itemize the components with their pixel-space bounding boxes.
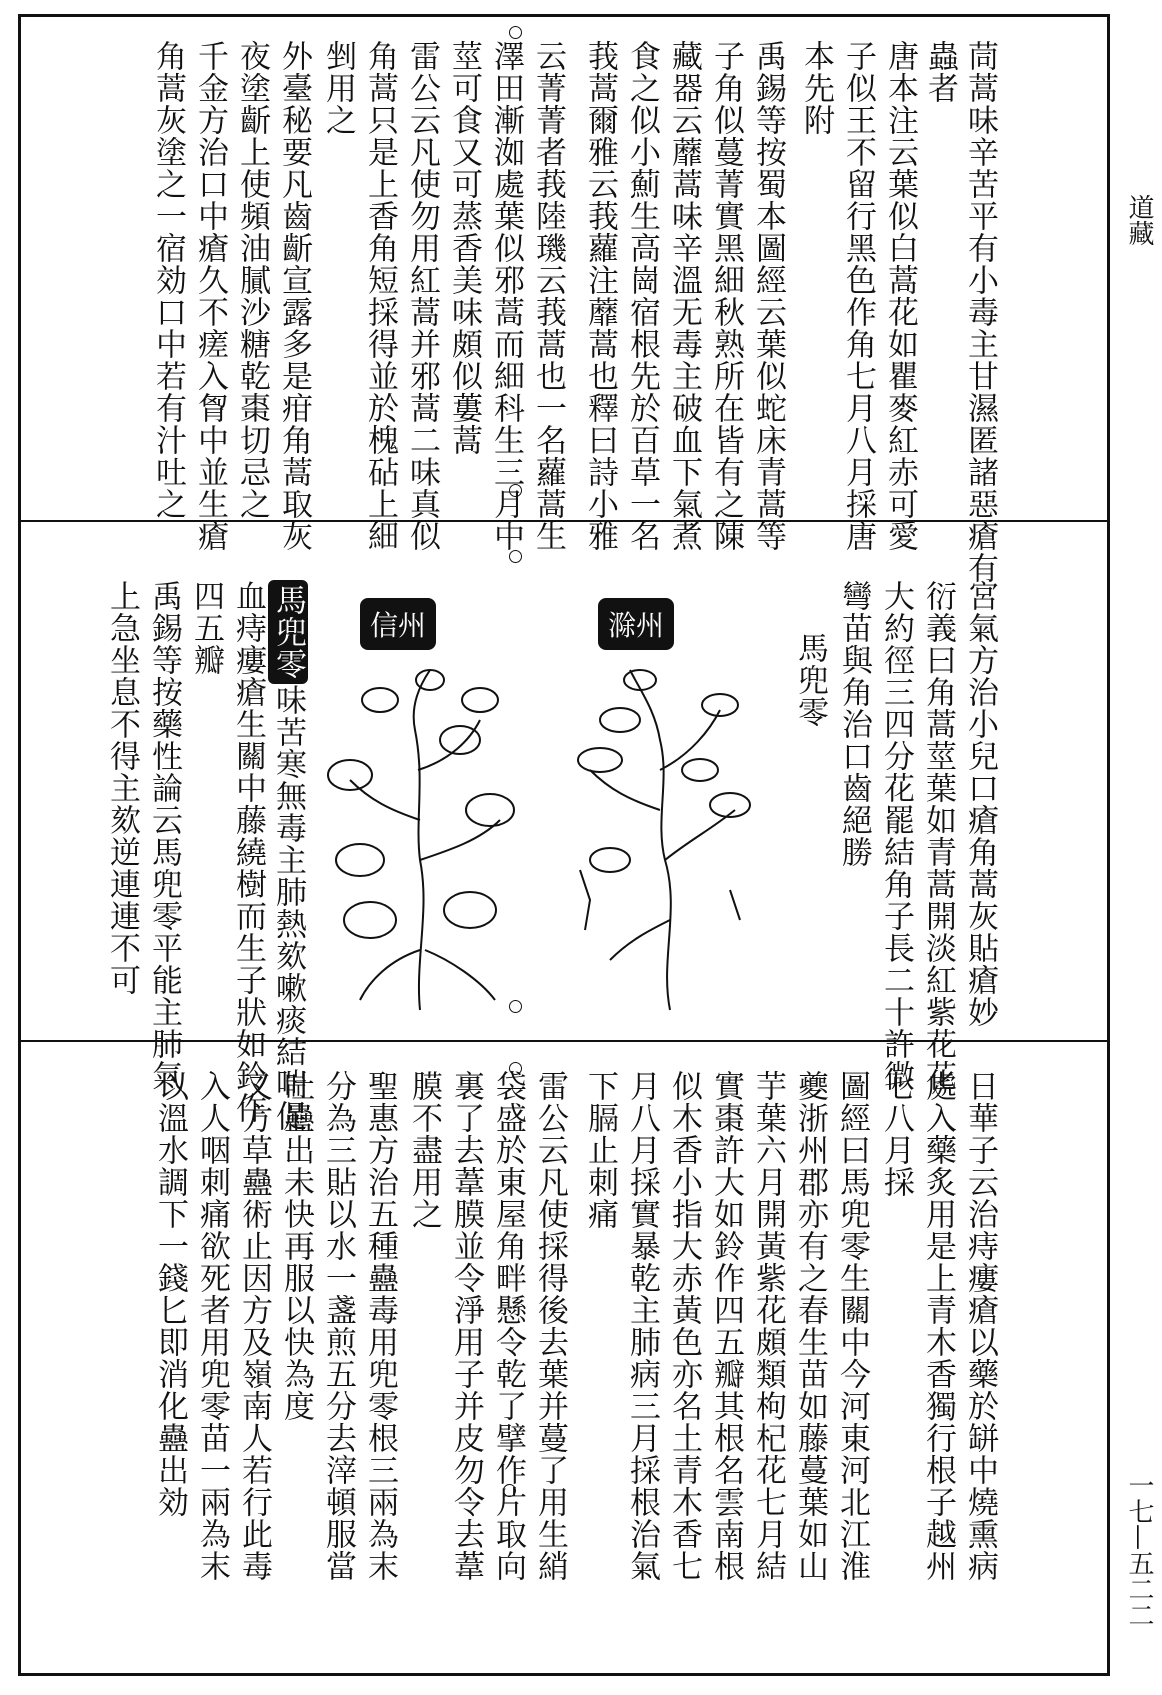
entry-heading-tag: 馬兜零 xyxy=(268,580,308,684)
text-column: 彎苗與角治口齒絕勝 xyxy=(836,580,872,868)
text-column: 子似王不留行黑色作角七月八月採唐 xyxy=(840,40,876,552)
text-column: 角蒿只是上香角短採得並於槐砧上細 xyxy=(362,40,398,552)
text-column: 吐蠱出未快再服以快為度 xyxy=(278,1070,314,1422)
entry-column: 馬兜零味苦寒無毒主肺熱欬嗽痰結喘促 xyxy=(268,580,308,1132)
text-column: 千金方治口中瘡久不瘥入胷中並生瘡 xyxy=(192,40,228,552)
text-column: 血痔瘻瘡生關中藤繞樹而生子狀如鈴作 xyxy=(230,580,266,1124)
text-column: 禹錫等按藥性論云馬兜零平能主肺氣 xyxy=(146,580,182,1092)
side-title: 道藏 xyxy=(1124,194,1154,246)
text-column: 宮氣方治小兒口瘡角蒿灰貼瘡妙 xyxy=(962,580,998,1028)
registration-circle xyxy=(509,26,522,39)
text-column: 衍義曰角蒿莖葉如青蒿開淡紅紫花花 xyxy=(920,580,956,1092)
text-column: 雷公云凡使勿用紅蒿并邪蒿二味真似 xyxy=(404,40,440,552)
text-column: 夜塗齗上使頻油膩沙糖乾棗切忌之 xyxy=(234,40,270,520)
text-column: 裏了去葦膜並令淨用子并皮勿令去葦 xyxy=(448,1070,484,1582)
text-column: 聖惠方治五種蠱毒用兜零根三兩為末 xyxy=(362,1070,398,1582)
text-column: 食之似小薊生高崗宿根先於百草一名 xyxy=(624,40,660,552)
text-column: 茼蒿味辛苦平有小毒主甘濕匿諸惡瘡有 xyxy=(962,40,998,584)
plant-illustration-xinzhou xyxy=(320,660,530,1020)
text-column: 莪蒿爾雅云莪蘿注蘼蒿也釋曰詩小雅 xyxy=(582,40,618,552)
text-column: 禹錫等按蜀本圖經云葉似蛇床青蒿等 xyxy=(750,40,786,552)
text-column: 子角似蔓菁實黑細秋熟所在皆有之陳 xyxy=(708,40,744,552)
text-column: 夔浙州郡亦有之春生苗如藤蔓葉如山 xyxy=(792,1070,828,1582)
text-column: 袋盛於東屋角畔懸令乾了擘作片取向 xyxy=(490,1070,526,1582)
plant-illustration-chuzhou xyxy=(560,660,760,1020)
text-column: 莖可食又可蒸香美味頗似蔞蒿 xyxy=(446,40,482,456)
text-column: 月八月採實暴乾主肺病三月採根治氣 xyxy=(624,1070,660,1582)
illustration-caption: 馬兜零 xyxy=(792,632,828,728)
text-column: 以溫水調下一錢匕即消化蠱出効 xyxy=(152,1070,188,1518)
text-column: 處入藥炙用是上青木香獨行根子越州 xyxy=(920,1070,956,1582)
text-column: 云菁菁者莪陸璣云莪蒿也一名蘿蒿生 xyxy=(530,40,566,552)
text-column: 七八月採 xyxy=(878,1070,914,1198)
place-label-chuzhou: 滁州 xyxy=(598,598,674,650)
text-column: 雷公云凡使採得後去葉并蔓了用生綃 xyxy=(532,1070,568,1582)
text-column: 澤田漸洳處葉似邪蒿而細科生三月中 xyxy=(488,40,524,552)
text-column: 角蒿灰塗之一宿効口中若有汁吐之 xyxy=(150,40,186,520)
text-column: 外臺秘要凡齒齗宣露多是疳角蒿取灰 xyxy=(276,40,312,552)
panel-top xyxy=(30,40,1098,584)
text-column: 蟲者 xyxy=(922,40,958,104)
text-column: 上急坐息不得主欬逆連連不可 xyxy=(104,580,140,996)
panel-middle xyxy=(30,580,1098,1132)
text-column: 似木香小指大赤黃色亦名土青木香七 xyxy=(666,1070,702,1582)
text-column: 剉用之 xyxy=(320,40,356,136)
text-column: 日華子云治痔瘻瘡以藥於缾中燒熏病 xyxy=(962,1070,998,1582)
text-column: 又方草蠱術止因方及嶺南人若行此毒 xyxy=(236,1070,272,1582)
text-column: 大約徑三四分花罷結角子長二十許微 xyxy=(878,580,914,1092)
text-column: 下膈止刺痛 xyxy=(582,1070,618,1230)
text-column: 圖經曰馬兜零生關中今河東河北江淮 xyxy=(834,1070,870,1582)
text-column: 唐本注云葉似白蒿花如瞿麥紅赤可愛 xyxy=(882,40,918,552)
text-column: 入人咽刺痛欲死者用兜零苗一兩為末 xyxy=(194,1070,230,1582)
text-column: 分為三貼以水一盞煎五分去滓頓服當 xyxy=(320,1070,356,1582)
text-column: 本先附 xyxy=(798,40,834,136)
text-column: 膜不盡用之 xyxy=(406,1070,442,1230)
side-page-number: 一七—五二二 xyxy=(1124,1472,1154,1628)
panel-bottom xyxy=(30,1070,1098,1660)
place-label-xinzhou: 信州 xyxy=(360,598,436,650)
text-column: 四五瓣 xyxy=(188,580,224,676)
text-column: 實棗許大如鈴作四五瓣其根名雲南根 xyxy=(708,1070,744,1582)
text-column: 芋葉六月開黃紫花頗類枸杞花七月結 xyxy=(750,1070,786,1582)
text-column: 藏器云蘼蒿味辛溫无毒主破血下氣煮 xyxy=(666,40,702,552)
